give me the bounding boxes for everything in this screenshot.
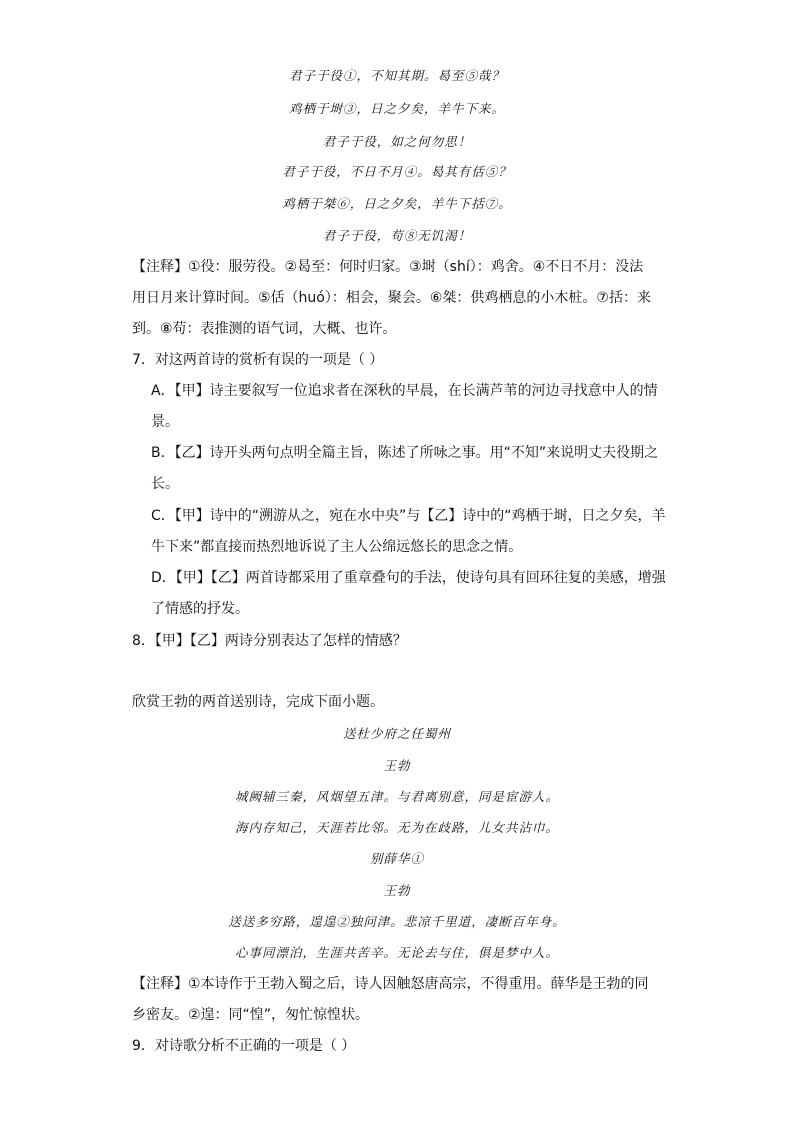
poem-line: 鸡栖于桀⑥，日之夕矣，羊牛下括⑦。 — [282, 196, 512, 211]
poem-line: 城阙辅三秦，风烟望五津。与君离别意，同是宦游人。 — [234, 789, 559, 804]
question-8-stem: 8．【甲】【乙】两诗分别表达了怎样的情感？ — [132, 633, 407, 649]
question-9-stem: 9．对诗歌分析不正确的一项是（ ） — [132, 1038, 356, 1054]
poem-line: 鸡栖于埘③，日之夕矣，羊牛下来。 — [288, 101, 505, 116]
annotation-line: 【注释】①本诗作于王勃入蜀之后，诗人因触怒唐高宗，不得重用。薛华是王勃的同 — [132, 976, 649, 992]
option-a-cont: 景。 — [151, 414, 179, 430]
poem-line: 海内存知己，天涯若比邻。无为在歧路，儿女共沾巾。 — [234, 820, 559, 835]
question-7-stem: 7．对这两首诗的赏析有误的一项是（ ） — [132, 352, 384, 368]
annotation-line: 用日月来计算时间。⑤佸（huó）：相会，聚会。⑥桀：供鸡栖息的小木桩。⑦括：来 — [132, 290, 651, 306]
option-b-cont: 长。 — [151, 476, 179, 492]
poem-author: 王勃 — [383, 883, 411, 898]
option-a: A．【甲】诗主要叙写一位追求者在深秋的早晨，在长满芦苇的河边寻找意中人的情 — [151, 383, 658, 399]
poem-line: 心事同漂泊，生涯共苦辛。无论去与住，俱是梦中人。 — [234, 945, 559, 960]
poem-title: 别薛华① — [369, 851, 424, 866]
option-c-cont: 牛下来”都直接而热烈地诉说了主人公绵远悠长的思念之情。 — [151, 539, 523, 555]
poem-line: 君子于役，苟⑧无饥渴！ — [322, 228, 472, 243]
option-d: D．【甲】【乙】两首诗都采用了重章叠句的手法，使诗句具有回环往复的美感，增强 — [151, 570, 666, 586]
option-d-cont: 了情感的抒发。 — [151, 601, 249, 617]
poem-line: 送送多穷路，遑遑②独问津。悲凉千里道，凄断百年身。 — [228, 914, 566, 929]
option-b: B．【乙】诗开头两句点明全篇主旨，陈述了所咏之事。用“不知”来说明丈夫役期之 — [151, 445, 659, 461]
poem-author: 王勃 — [383, 758, 411, 773]
section-intro: 欣赏王勃的两首送别诗，完成下面小题。 — [132, 694, 384, 710]
poem-line: 君子于役①，不知其期。曷至⑤哉？ — [288, 68, 505, 83]
poem-title: 送杜少府之任蜀州 — [342, 726, 451, 741]
poem-line: 君子于役，不日不月④。曷其有佸⑤？ — [282, 164, 512, 179]
annotation-line: 乡密友。②遑：同“惶”，匆忙惊惶状。 — [132, 1007, 370, 1023]
annotation-line: 到。⑧苟：表推测的语气词，大概、也许。 — [132, 321, 397, 337]
option-c: C．【甲】诗中的“溯游从之，宛在水中央”与【乙】诗中的“鸡栖于埘，日之夕矣，羊 — [151, 508, 666, 524]
poem-line: 君子于役，如之何勿思！ — [322, 134, 472, 149]
annotation-line: 【注释】①役：服劳役。②曷至：何时归家。③埘（shí）：鸡舍。④不日不月：没法 — [132, 259, 644, 275]
